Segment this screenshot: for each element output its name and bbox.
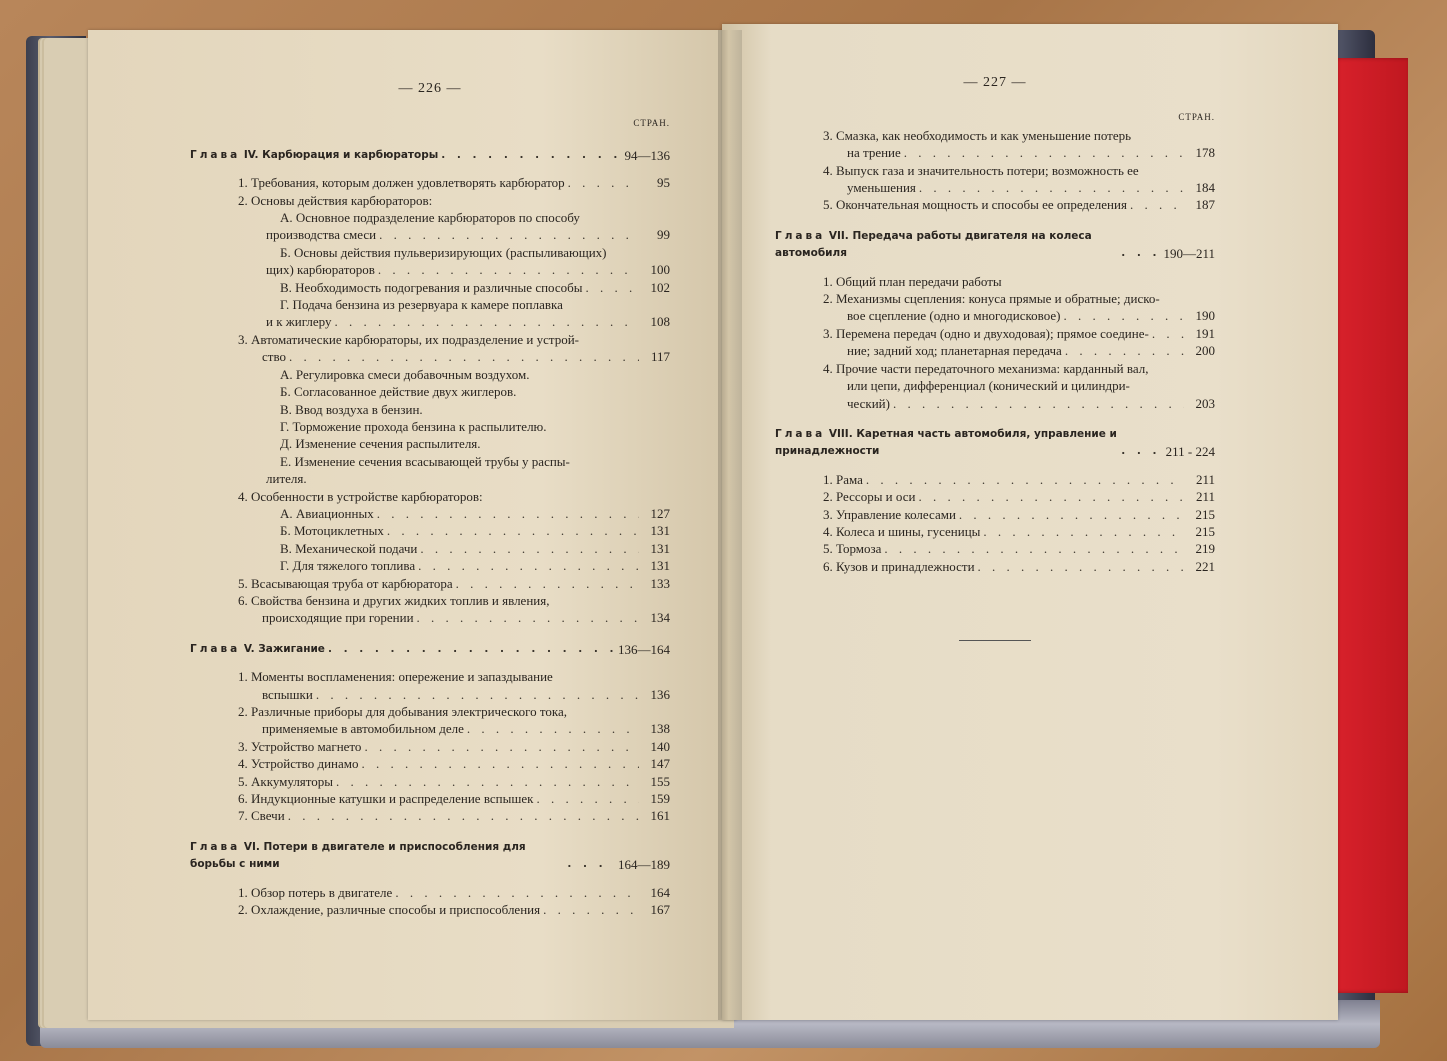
- toc-entry-label: ческий): [847, 395, 890, 411]
- toc-entry: [775, 144, 1215, 161]
- leader-dots: [379, 226, 639, 243]
- leader-dots: [1121, 245, 1160, 262]
- toc-entry: [190, 592, 670, 609]
- toc-entry: [190, 540, 670, 557]
- end-rule: [959, 640, 1031, 641]
- toc-entry-label: и к жиглеру: [266, 314, 332, 330]
- toc-entry-page: 167: [650, 902, 670, 918]
- toc-entry: [775, 342, 1215, 359]
- toc-entry-page: 99: [657, 227, 670, 243]
- toc-entry-label: Г. Для тяжелого топлива: [280, 558, 416, 574]
- leader-dots: [983, 523, 1184, 540]
- toc-entry: [775, 377, 1215, 394]
- toc-entry-label: Б. Мотоциклетных: [280, 523, 384, 539]
- toc-entry: [190, 453, 670, 470]
- leader-dots: [441, 147, 621, 164]
- toc-entry: [775, 471, 1215, 488]
- toc-entry-page: 164: [650, 884, 670, 900]
- leader-dots: [336, 773, 639, 790]
- toc-entry-label: 1. Общий план передачи работы: [823, 273, 1002, 289]
- toc-entry: [190, 773, 670, 790]
- toc-entry-label: 5. Аккумуляторы: [238, 773, 334, 789]
- leader-dots: [288, 807, 639, 824]
- toc-entry: [190, 807, 670, 824]
- toc-entry: [775, 360, 1215, 377]
- toc-entry: [190, 348, 670, 365]
- toc-entry: [775, 488, 1215, 505]
- toc-entry-label: 1. Требования, которым должен удовлетворять карбюратор: [238, 175, 565, 191]
- toc-entry: [775, 395, 1215, 412]
- toc-entry-label: 5. Окончательная мощность и способы ее определения: [823, 197, 1127, 213]
- toc-entry-page: 219: [1195, 541, 1215, 557]
- toc-entry: [190, 901, 670, 918]
- toc-entry: [190, 313, 670, 330]
- toc-entry-page: 178: [1195, 145, 1215, 161]
- toc-entry-label: А. Регулировка смеси добавочным воздухом.: [280, 366, 530, 382]
- toc-entry: [775, 290, 1215, 307]
- leader-dots: [568, 174, 639, 191]
- toc-entry: [190, 192, 670, 209]
- chapter-prefix: Глава: [775, 229, 826, 242]
- toc-entry-label: 2. Рессоры и оси: [823, 489, 916, 505]
- toc-entry: [775, 558, 1215, 575]
- toc-entry: [190, 738, 670, 755]
- toc-entry-label: В. Механической подачи: [280, 540, 418, 556]
- toc-entry-page: 102: [650, 279, 670, 295]
- leader-dots: [1065, 342, 1184, 359]
- toc-entry-label: Б. Основы действия пульверизирующих (распыливающих): [280, 244, 607, 260]
- toc-chapters: [190, 147, 670, 919]
- toc-entry-label: на трение: [847, 145, 901, 161]
- toc-entry-page: 215: [1195, 506, 1215, 522]
- chapter-title: V. Зажигание: [243, 642, 325, 655]
- chapter-heading: [775, 228, 1215, 263]
- toc-entry-page: 147: [650, 756, 670, 772]
- toc-entry-page: 131: [650, 558, 670, 574]
- toc-entry: [775, 273, 1215, 290]
- toc-entry: [775, 523, 1215, 540]
- toc-entry: [190, 226, 670, 243]
- leader-dots: [904, 144, 1184, 161]
- leader-dots: [328, 641, 615, 658]
- toc-entry-page: 138: [650, 721, 670, 737]
- toc-entry-page: 200: [1195, 343, 1215, 359]
- leader-dots: [418, 557, 639, 574]
- left-page-content: [190, 80, 670, 918]
- toc-entry-page: 159: [650, 791, 670, 807]
- leader-dots: [884, 540, 1184, 557]
- chapter-pages: 164—189: [618, 857, 670, 873]
- toc-entry-label: 4. Прочие части передаточного механизма: карданный вал,: [823, 360, 1149, 376]
- chapter-title: IV. Карбюрация и карбюраторы: [243, 148, 439, 161]
- toc-entry: [190, 703, 670, 720]
- chapter-pages: 190—211: [1163, 246, 1215, 262]
- leader-dots: [1130, 196, 1184, 213]
- leader-dots: [978, 558, 1184, 575]
- toc-entry-label: уменьшения: [847, 180, 916, 196]
- leader-dots: [364, 738, 639, 755]
- page-number: — 226 —: [398, 81, 462, 96]
- toc-entry-label: В. Ввод воздуха в бензин.: [280, 401, 423, 417]
- toc-entry: [190, 331, 670, 348]
- toc-entry: [190, 209, 670, 226]
- toc-entry: [775, 325, 1215, 342]
- toc-chapters: [775, 228, 1215, 575]
- toc-entry-label: 2. Основы действия карбюраторов:: [238, 192, 433, 208]
- leader-dots: [467, 720, 639, 737]
- leader-dots: [362, 755, 640, 772]
- toc-entry: [775, 179, 1215, 196]
- leader-dots: [456, 575, 639, 592]
- toc-entry-label: 2. Механизмы сцепления: конуса прямые и обратные; диско-: [823, 291, 1160, 307]
- toc-entry-page: 140: [650, 738, 670, 754]
- leader-dots: [959, 506, 1184, 523]
- toc-entry: [775, 127, 1215, 144]
- leader-dots: [387, 522, 639, 539]
- toc-entry: [190, 470, 670, 487]
- column-header: СТРАН.: [633, 118, 670, 129]
- toc-entry-page: 108: [650, 314, 670, 330]
- toc-entry-page: 155: [650, 773, 670, 789]
- toc-entry: [190, 686, 670, 703]
- chapter-heading: [775, 426, 1215, 461]
- toc-entry: [775, 307, 1215, 324]
- toc-entry: [190, 884, 670, 901]
- toc-entry-page: 133: [650, 575, 670, 591]
- toc-entry-page: 190: [1195, 308, 1215, 324]
- toc-entry-label: 6. Индукционные катушки и распределение вспышек: [238, 791, 534, 807]
- toc-entry-page: 184: [1195, 180, 1215, 196]
- leader-dots: [1121, 443, 1162, 460]
- toc-entry-label: 2. Различные приборы для добывания электрического тока,: [238, 704, 568, 719]
- toc-entry: [190, 296, 670, 313]
- toc-entry-label: 3. Смазка, как необходимость и как уменьшение потерь: [823, 127, 1132, 143]
- toc-entry: [775, 196, 1215, 213]
- toc-entry: [190, 505, 670, 522]
- toc-entry-label: вое сцепление (одно и многодисковое): [847, 308, 1061, 324]
- chapter-title: VII. Передача работы двигателя на колеса автомобиля: [775, 229, 1092, 260]
- toc-entry-page: 95: [657, 175, 670, 191]
- toc-entry-page: 161: [650, 808, 670, 824]
- toc-entry-page: 100: [650, 262, 670, 278]
- toc-entry-label: Г. Торможение прохода бензина к распылителю.: [280, 418, 547, 434]
- chapter-prefix: Глава: [190, 840, 241, 853]
- toc-entry-label: щих) карбюраторов: [266, 262, 375, 278]
- toc-entry-page: 203: [1195, 395, 1215, 411]
- toc-entry-label: происходящие при горении: [262, 610, 414, 626]
- toc-entry-label: Е. Изменение сечения всасывающей трубы у распы-: [280, 453, 570, 469]
- toc-entry: [190, 279, 670, 296]
- toc-entry-page: 211: [1195, 489, 1215, 505]
- toc-entry-label: лителя.: [266, 471, 307, 487]
- page-number: — 227 —: [963, 75, 1027, 90]
- leader-dots: [893, 395, 1184, 412]
- toc-entry-page: 131: [650, 540, 670, 556]
- toc-entry-label: или цепи, дифференциал (конический и цилиндри-: [847, 378, 1130, 394]
- leader-dots: [543, 901, 639, 918]
- toc-entry: [190, 261, 670, 278]
- right-page-content: [775, 74, 1215, 641]
- toc-entry: [190, 435, 670, 452]
- leader-dots: [378, 261, 639, 278]
- toc-entry-label: 4. Колеса и шины, гусеницы: [823, 523, 981, 539]
- toc-entry: [190, 366, 670, 383]
- toc-entry: [190, 418, 670, 435]
- toc-entry-page: 127: [650, 505, 670, 521]
- toc-entry-label: А. Авиационных: [280, 505, 374, 521]
- toc-entry-label: производства смеси: [266, 227, 377, 243]
- chapter-prefix: Глава: [190, 642, 241, 655]
- leader-dots: [417, 609, 639, 626]
- toc-entry-label: 6. Кузов и принадлежности: [823, 558, 975, 574]
- leader-dots: [334, 313, 639, 330]
- toc-entry-label: 3. Управление колесами: [823, 506, 956, 522]
- toc-entry-label: 5. Всасывающая труба от карбюратора: [238, 575, 453, 591]
- toc-entry: [190, 401, 670, 418]
- chapter-heading: [190, 147, 670, 164]
- toc-entry-page: 215: [1195, 523, 1215, 539]
- toc-entry: [190, 668, 670, 685]
- toc-entry-label: 7. Свечи: [238, 808, 285, 824]
- toc-entry: [190, 790, 670, 807]
- toc-entry: [190, 174, 670, 191]
- toc-entry-label: вспышки: [262, 686, 313, 702]
- toc-entry: [190, 720, 670, 737]
- chapter-title: VI. Потери в двигателе и приспособления для борьбы с ними: [190, 840, 526, 871]
- toc-entry-page: 221: [1195, 558, 1215, 574]
- toc-entry-label: Д. Изменение сечения распылителя.: [280, 436, 481, 452]
- toc-entry-page: 134: [650, 610, 670, 626]
- toc-entry-label: 4. Устройство динамо: [238, 756, 359, 772]
- column-header: СТРАН.: [1178, 112, 1215, 123]
- chapter-pages: 94—136: [624, 147, 670, 163]
- toc-entry-label: ство: [262, 349, 287, 365]
- toc-entry-label: Б. Согласованное действие двух жиглеров.: [280, 384, 517, 400]
- chapter-prefix: Глава: [775, 427, 826, 440]
- toc-entry-label: 3. Устройство магнето: [238, 738, 362, 754]
- toc-entry: [190, 244, 670, 261]
- toc-entry-label: 1. Рама: [823, 471, 863, 487]
- leader-dots: [866, 471, 1184, 488]
- toc-entry: [190, 522, 670, 539]
- toc-entry-label: 4. Особенности в устройстве карбюраторов:: [238, 488, 483, 504]
- toc-entry: [775, 506, 1215, 523]
- leader-dots: [395, 884, 639, 901]
- toc-entry-label: 3. Перемена передач (одно и двуходовая); прямое соедине-: [823, 325, 1149, 341]
- leader-dots: [586, 279, 640, 296]
- chapter-heading: [190, 839, 670, 874]
- toc-entry-label: 6. Свойства бензина и других жидких топлив и явления,: [238, 592, 550, 608]
- toc-entry: [190, 383, 670, 400]
- leader-dots: [1152, 325, 1184, 342]
- toc-entry-page: 187: [1195, 197, 1215, 213]
- toc-entry-label: 1. Моменты воспламенения: опережение и запаздывание: [238, 669, 553, 685]
- leader-dots: [567, 856, 615, 873]
- toc-entry-page: 131: [650, 523, 670, 539]
- book-gutter: [718, 30, 742, 1020]
- toc-entry: [190, 755, 670, 772]
- toc-entry-label: 4. Выпуск газа и значительность потери; возможность ее: [823, 162, 1139, 178]
- leader-dots: [919, 179, 1184, 196]
- toc-entry-label: А. Основное подразделение карбюраторов по способу: [280, 210, 580, 226]
- leader-dots: [1063, 307, 1184, 324]
- toc-entry: [190, 557, 670, 574]
- toc-entry-label: Г. Подача бензина из резервуара к камере поплавка: [280, 297, 563, 313]
- toc-entry-label: 2. Охлаждение, различные способы и приспособления: [238, 902, 541, 918]
- toc-entry-label: 5. Тормоза: [823, 541, 882, 557]
- chapter-title: VIII. Каретная часть автомобиля, управление и принадлежности: [775, 427, 1117, 458]
- leader-dots: [289, 348, 639, 365]
- leader-dots: [420, 540, 639, 557]
- toc-entry-page: 191: [1195, 325, 1215, 341]
- toc-entry: [775, 540, 1215, 557]
- toc-entry: [775, 162, 1215, 179]
- chapter-pages: 136—164: [618, 641, 670, 657]
- toc-entry-label: В. Необходимость подогревания и различные способы: [280, 279, 583, 295]
- toc-entry-page: 211: [1195, 471, 1215, 487]
- toc-entry-page: 136: [650, 686, 670, 702]
- toc-entry: [190, 575, 670, 592]
- chapter-heading: [190, 641, 670, 658]
- toc-entry-label: 3. Автоматические карбюраторы, их подразделение и устрой-: [238, 331, 580, 347]
- toc-entry-label: 1. Обзор потерь в двигателе: [238, 884, 393, 900]
- leader-dots: [536, 790, 639, 807]
- leader-dots: [316, 686, 639, 703]
- toc-continued-items: [775, 127, 1215, 214]
- toc-entry-page: 117: [650, 349, 670, 365]
- toc-entry-label: ние; задний ход; планетарная передача: [847, 343, 1062, 359]
- leader-dots: [377, 505, 639, 522]
- chapter-pages: 211 - 224: [1165, 444, 1215, 460]
- chapter-prefix: Глава: [190, 148, 241, 161]
- toc-entry-label: применяемые в автомобильном деле: [262, 721, 464, 737]
- toc-entry: [190, 488, 670, 505]
- leader-dots: [918, 488, 1184, 505]
- toc-entry: [190, 609, 670, 626]
